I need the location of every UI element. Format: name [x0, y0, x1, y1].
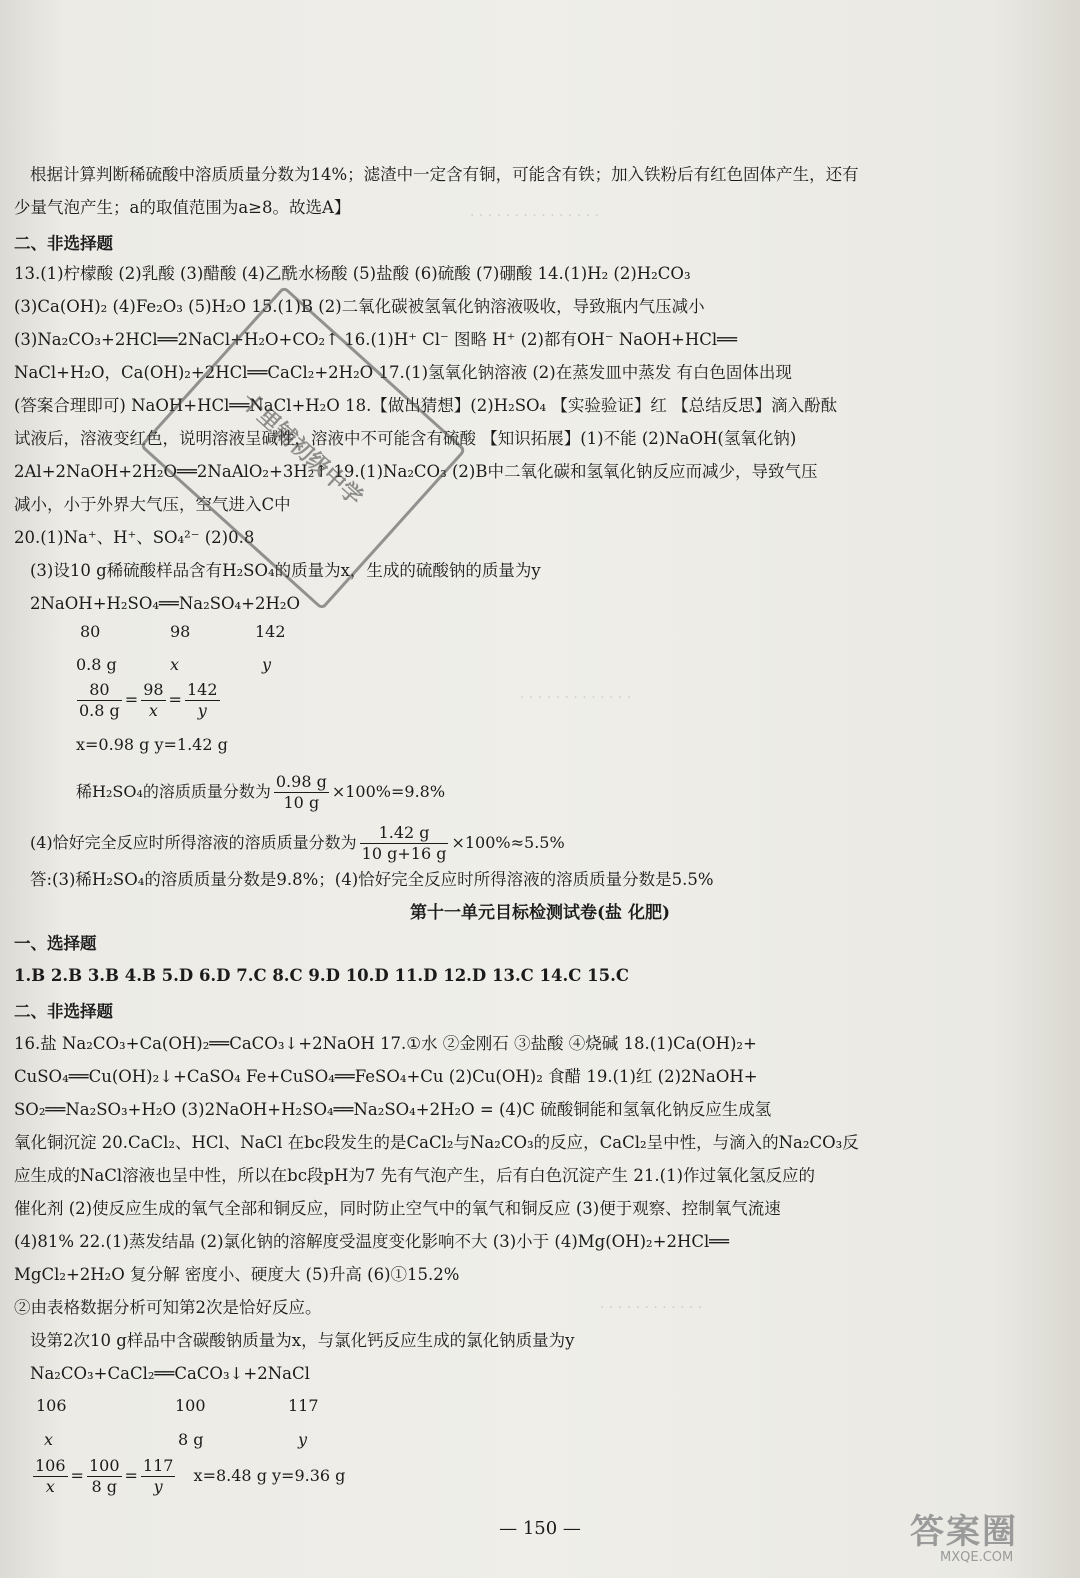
calc-value: 98: [170, 622, 191, 641]
bleed-through-text: · · · · · · · · · · · · ·: [520, 690, 632, 706]
proportion-equation: $\frac{106}{x}$ = $\frac{100}{8 g}$ = $\frac{117}{y}$ x=8.48 g y=9.36 g: [35, 1456, 346, 1496]
answer-line: (4)81% 22.(1)蒸发结晶 (2)氯化钠的溶解度受温度变化影响不大 (3)小于 (4)Mg(OH)₂+2HCl══: [14, 1232, 730, 1251]
answer-line: 设第2次10 g样品中含碳酸钠质量为x，与氯化钙反应生成的氯化钠质量为y: [30, 1331, 575, 1350]
answer-line: 应生成的NaCl溶液也呈中性，所以在bc段pH为7 先有气泡产生，后有白色沉淀产生 21.(1)作过氧化氢反应的: [14, 1166, 816, 1185]
calc-value: x: [44, 1430, 54, 1449]
answer-line: (3)Na₂CO₃+2HCl══2NaCl+H₂O+CO₂↑ 16.(1)H⁺ Cl⁻ 图略 H⁺ (2)都有OH⁻ NaOH+HCl══: [14, 330, 738, 349]
unit-title: 第十一单元目标检测试卷(盐 化肥): [409, 903, 670, 923]
answer-line: 减小，小于外界大气压，空气进入C中: [14, 495, 291, 514]
intro-line-2: 少量气泡产生；a的取值范围为a≥8。故选A】: [14, 198, 351, 217]
section-heading-nonchoice: 二、非选择题: [14, 1002, 113, 1021]
answer-line: NaCl+H₂O，Ca(OH)₂+2HCl══CaCl₂+2H₂O 17.(1)氢氧化钠溶液 (2)在蒸发皿中蒸发 有白色固体出现: [14, 363, 792, 382]
answer-line: SO₂══Na₂SO₃+H₂O (3)2NaOH+H₂SO₄══Na₂SO₄+2H₂O = (4)C 硫酸铜能和氢氧化钠反应生成氢: [14, 1100, 772, 1119]
bleed-through-text: · · · · · · · · · · · ·: [600, 1300, 703, 1316]
answer-line: (3)设10 g稀硫酸样品含有H₂SO₄的质量为x，生成的硫酸钠的质量为y: [30, 561, 541, 580]
answer-line: 20.(1)Na⁺、H⁺、SO₄²⁻ (2)0.8: [14, 528, 255, 547]
answer-line: (3)Ca(OH)₂ (4)Fe₂O₃ (5)H₂O 15.(1)B (2)二氧化碳被氢氧化钠溶液吸收，导致瓶内气压减小: [14, 297, 705, 316]
answer-line: 2Al+2NaOH+2H₂O══2NaAlO₂+3H₂↑ 19.(1)Na₂CO₃ (2)B中二氧化碳和氢氧化钠反应而减少，导致气压: [14, 462, 818, 481]
choice-answers: 1.B 2.B 3.B 4.B 5.D 6.D 7.C 8.C 9.D 10.D 11.D 12.D 13.C 14.C 15.C: [14, 966, 629, 985]
bleed-through-text: · · · · · · · · · · · · · · ·: [470, 208, 600, 224]
answer-line: MgCl₂+2H₂O 复分解 密度小、硬度大 (5)升高 (6)①15.2%: [14, 1265, 460, 1284]
school-stamp: 十里铺初级中学: [139, 285, 466, 610]
answer-line: (答案合理即可) NaOH+HCl══NaCl+H₂O 18.【做出猜想】(2)H₂SO₄ 【实验验证】红 【总结反思】滴入酚酞: [14, 396, 838, 415]
intro-line-1: 根据计算判断稀硫酸中溶质质量分数为14%；滤渣中一定含有铜，可能含有铁；加入铁粉后有红色固体产生，还有: [30, 165, 859, 184]
calc-value: 0.8 g: [76, 655, 117, 674]
proportion-equation: $\frac{80}{0.8 g}$ = $\frac{98}{x}$ = $\frac{142}{y}$: [79, 680, 218, 720]
calc-value: x: [170, 655, 180, 674]
section-heading-nonchoice: 二、非选择题: [14, 234, 113, 253]
answer-line: 13.(1)柠檬酸 (2)乳酸 (3)醋酸 (4)乙酰水杨酸 (5)盐酸 (6)硫酸 (7)硼酸 14.(1)H₂ (2)H₂CO₃: [14, 264, 691, 283]
answer-line: 氧化铜沉淀 20.CaCl₂、HCl、NaCl 在bc段发生的是CaCl₂与Na₂CO₃的反应，CaCl₂呈中性，与滴入的Na₂CO₃反: [14, 1133, 859, 1152]
q4-line: (4)恰好完全反应时所得溶液的溶质质量分数为 $\frac{1.42 g}{10 g+16 g}$ ×100%≈5.5%: [30, 823, 565, 863]
calc-value: 80: [80, 622, 101, 641]
answer-line: CuSO₄══Cu(OH)₂↓+CaSO₄ Fe+CuSO₄══FeSO₄+Cu (2)Cu(OH)₂ 食醋 19.(1)红 (2)2NaOH+: [14, 1067, 758, 1086]
answer-line: 试液后，溶液变红色，说明溶液呈碱性，溶液中不可能含有硫酸 【知识拓展】(1)不能 (2)NaOH(氢氧化钠): [14, 429, 797, 448]
mass-fraction-line: 稀H₂SO₄的溶质质量分数为 $\frac{0.98 g}{10 g}$ ×100%=9.8%: [76, 772, 446, 812]
calc-value: 106: [36, 1396, 67, 1415]
calc-value: 8 g: [178, 1430, 204, 1449]
answer-summary: 答:(3)稀H₂SO₄的溶质质量分数是9.8%；(4)恰好完全反应时所得溶液的溶质质量分数是5.5%: [30, 870, 714, 889]
calc-result: x=0.98 g y=1.42 g: [76, 735, 228, 754]
calc-value: 100: [175, 1396, 206, 1415]
calc-value: y: [298, 1430, 308, 1449]
section-heading-choice: 一、选择题: [14, 934, 97, 953]
page-number: — 150 —: [499, 1518, 581, 1539]
calc-value: 117: [288, 1396, 319, 1415]
equation-line: 2NaOH+H₂SO₄══Na₂SO₄+2H₂O: [30, 594, 301, 613]
equation-line: Na₂CO₃+CaCl₂══CaCO₃↓+2NaCl: [30, 1364, 310, 1383]
calc-value: 142: [255, 622, 286, 641]
calc-value: y: [262, 655, 272, 674]
answer-line: 16.盐 Na₂CO₃+Ca(OH)₂══CaCO₃↓+2NaOH 17.①水 ②金刚石 ③盐酸 ④烧碱 18.(1)Ca(OH)₂+: [14, 1034, 757, 1053]
answer-line: 催化剂 (2)使反应生成的氧气全部和铜反应，同时防止空气中的氧气和铜反应 (3)便于观察、控制氧气流速: [14, 1199, 781, 1218]
answer-line: ②由表格数据分析可知第2次是恰好反应。: [14, 1298, 322, 1317]
watermark-logo: 答案圈 MXQE.COM: [910, 1512, 1018, 1565]
